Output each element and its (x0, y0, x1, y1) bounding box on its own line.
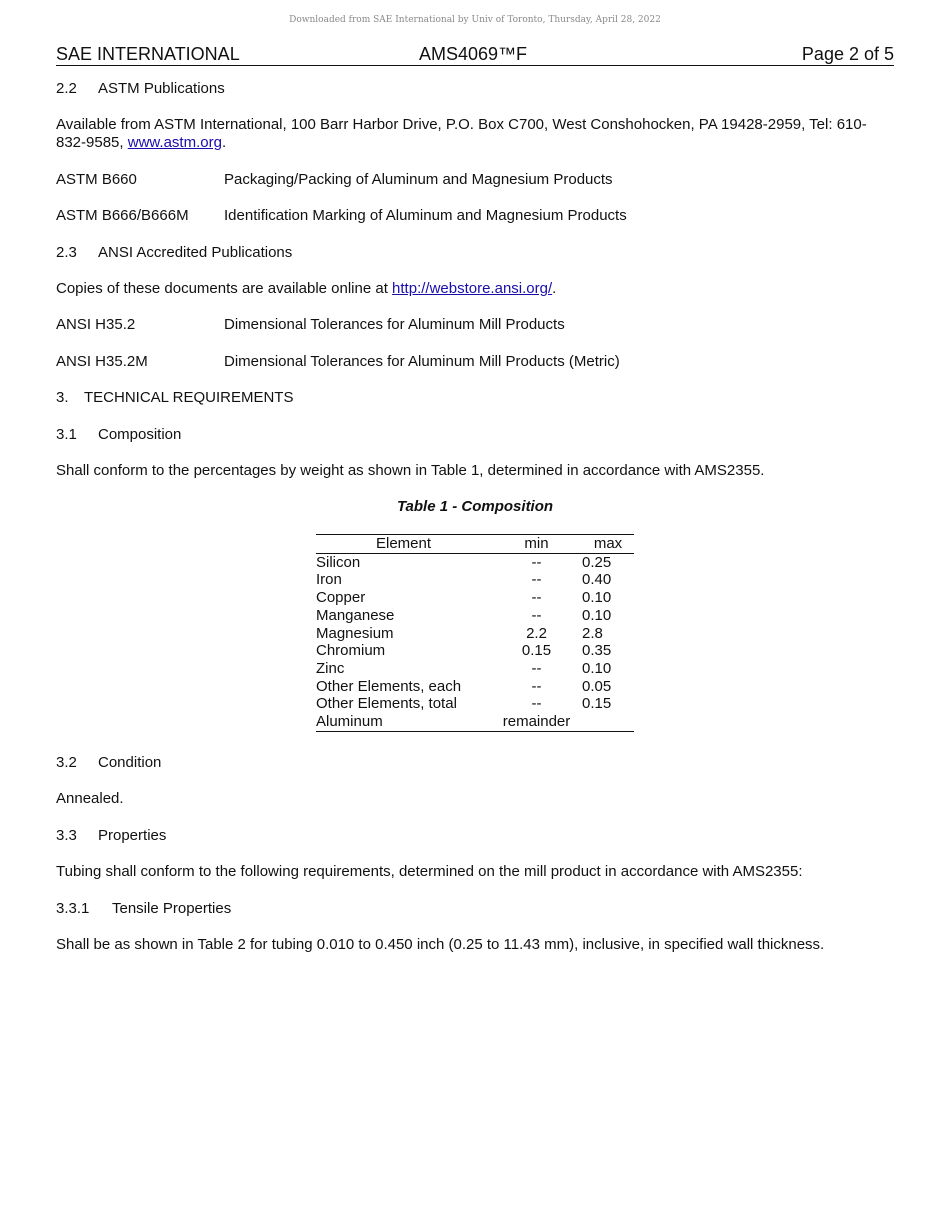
section-3-3-paragraph: Tubing shall conform to the following requirements, determined on the mill product in accordance with AMS2355: (56, 863, 803, 880)
cell-element: Silicon (316, 553, 361, 571)
cell-element: Other Elements, total (316, 695, 457, 713)
table-row (316, 642, 634, 660)
cell-min: -- (531, 695, 542, 713)
paragraph-text-end: . (552, 280, 557, 297)
reference-code: ANSI H35.2 (56, 316, 136, 333)
reference-code: ASTM B666/B666M (56, 207, 189, 224)
reference-title: Identification Marking of Aluminum and Magnesium Products (224, 207, 627, 224)
section-number: 3. (56, 389, 69, 406)
section-3-2-paragraph: Annealed. (56, 790, 124, 807)
column-header-element: Element (316, 535, 491, 554)
cell-element: Zinc (316, 659, 345, 677)
cell-min: -- (531, 553, 542, 571)
cell-min: -- (531, 571, 542, 589)
section-title: TECHNICAL REQUIREMENTS (84, 389, 294, 406)
reference-title: Dimensional Tolerances for Aluminum Mill Products (Metric) (224, 353, 620, 370)
section-2-3-heading (56, 244, 894, 262)
cell-min: 0.15 (521, 642, 552, 660)
section-2-3-paragraph (56, 280, 894, 298)
table-row (316, 607, 634, 625)
cell-max: 0.10 (582, 659, 612, 677)
cell-max: 0.15 (582, 695, 612, 713)
column-header-max: max (582, 535, 634, 554)
cell-element: Copper (316, 589, 366, 607)
section-number: 3.2 (56, 754, 77, 771)
cell-min: -- (531, 659, 542, 677)
cell-element: Aluminum (316, 713, 383, 731)
section-number: 3.1 (56, 426, 77, 443)
cell-element: Chromium (316, 642, 386, 660)
section-2-2-paragraph (56, 116, 894, 152)
cell-element: Manganese (316, 606, 395, 624)
reference-row (56, 207, 894, 225)
table-row (316, 625, 634, 643)
reference-title: Packaging/Packing of Aluminum and Magnesium Products (224, 171, 613, 188)
header-page-number: Page 2 of 5 (801, 44, 894, 64)
table-row (316, 571, 634, 589)
reference-row (56, 171, 894, 189)
section-title: ANSI Accredited Publications (98, 244, 293, 261)
section-title: Tensile Properties (112, 900, 232, 917)
cell-max: 0.40 (582, 571, 612, 589)
table-row (316, 589, 634, 607)
reference-code: ANSI H35.2M (56, 353, 148, 370)
download-watermark: Downloaded from SAE International by Univ of Toronto, Thursday, April 28, 2022 (289, 15, 661, 25)
section-3-2-heading (56, 754, 894, 772)
section-3-3-1-heading (56, 900, 894, 918)
table-row (316, 660, 634, 678)
paragraph-text-end: . (221, 134, 227, 151)
reference-row (56, 316, 894, 334)
section-3-1-heading (56, 426, 894, 444)
cell-element: Other Elements, each (316, 677, 462, 695)
section-number: 3.3 (56, 827, 77, 844)
header-publisher: SAE INTERNATIONAL (56, 44, 240, 64)
composition-table (316, 534, 634, 732)
section-number: 2.3 (56, 244, 77, 261)
paragraph-text: Available from ASTM International, 100 Barr Harbor Drive, P.O. Box C700, West Conshohocken, PA 19428-2959, Tel: 610-832-9585, (56, 116, 867, 151)
section-3-heading (56, 389, 894, 407)
section-number: 2.2 (56, 80, 77, 97)
table-row (316, 553, 634, 571)
table-row (316, 695, 634, 713)
cell-max (582, 713, 634, 731)
section-title: Composition (98, 426, 182, 443)
ansi-webstore-link[interactable]: http://webstore.ansi.org/ (392, 280, 553, 297)
section-title: Properties (98, 827, 167, 844)
cell-min: -- (531, 589, 542, 607)
cell-min: 2.2 (526, 624, 547, 642)
cell-max: 0.25 (582, 553, 612, 571)
table-row (316, 678, 634, 696)
cell-max: 0.10 (582, 606, 612, 624)
section-title: Condition (98, 754, 162, 771)
table-header-row (316, 535, 634, 554)
section-3-3-heading (56, 827, 894, 845)
paragraph-text: Copies of these documents are available online at (56, 280, 393, 297)
cell-min: remainder (502, 713, 571, 731)
reference-title: Dimensional Tolerances for Aluminum Mill Products (224, 316, 565, 333)
column-header-min: min (491, 535, 582, 554)
cell-max: 0.10 (582, 589, 612, 607)
cell-min: -- (531, 606, 542, 624)
cell-min: -- (531, 677, 542, 695)
section-3-1-paragraph: Shall conform to the percentages by weight as shown in Table 1, determined in accordance with AMS2355. (56, 462, 765, 479)
cell-max: 0.05 (582, 677, 612, 695)
cell-max: 2.8 (582, 624, 603, 642)
section-2-2-heading (56, 80, 894, 98)
table-1-title: Table 1 - Composition (396, 498, 554, 515)
cell-max: 0.35 (582, 642, 612, 660)
reference-row (56, 353, 894, 371)
page-header (56, 44, 894, 66)
section-title: ASTM Publications (98, 80, 225, 97)
cell-element: Magnesium (316, 624, 394, 642)
header-document-id: AMS4069™F (419, 44, 528, 64)
section-number: 3.3.1 (56, 900, 90, 917)
astm-website-link[interactable]: www.astm.org (127, 134, 222, 151)
section-3-3-1-paragraph: Shall be as shown in Table 2 for tubing 0.010 to 0.450 inch (0.25 to 11.43 mm), inclusive, in specified wall thickness. (56, 936, 825, 953)
table-row (316, 713, 634, 731)
reference-code: ASTM B660 (56, 171, 137, 188)
cell-element: Iron (316, 571, 342, 589)
